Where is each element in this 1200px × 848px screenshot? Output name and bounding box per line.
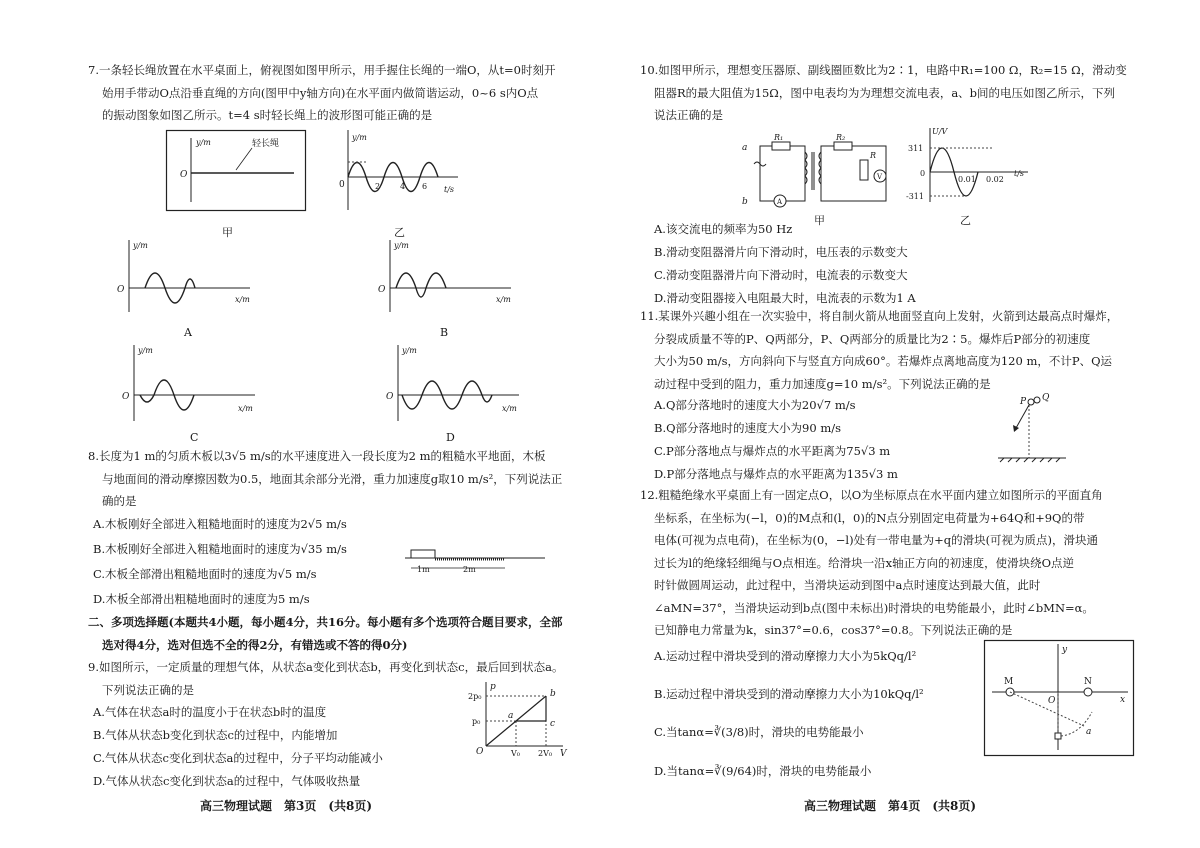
jia-y-label: y/m <box>196 138 211 147</box>
q10-option-d[interactable]: D.滑动变阻器接入电阻最大时，电流表的示数为1 A <box>654 291 916 305</box>
figure-7-yi-caption: 乙 <box>394 226 405 239</box>
svg-text:311: 311 <box>908 144 924 153</box>
q8-option-d[interactable]: D.木板全部滑出粗糙地面时的速度为5 m/s <box>93 592 310 606</box>
svg-text:O: O <box>386 392 394 402</box>
q10-option-c[interactable]: C.滑动变阻器滑片向下滑动时，电流表的示数变大 <box>654 268 908 282</box>
question-7-stem: 7.一条轻长绳放置在水平桌面上，俯视图如图甲所示，用手握住长绳的一端O，从t=0时刻开 始用手带动O点沿垂直绳的方向(图甲中y轴方向)在水平面内做简谐运动，0~6 s内O点 的振动图象如图乙所示。t=4 s时轻长绳上的波形图可能正确的是 <box>88 63 556 122</box>
svg-text:O: O <box>1048 696 1056 706</box>
svg-text:U/V: U/V <box>932 127 948 136</box>
svg-text:y: y <box>1062 645 1068 655</box>
jia-rope-label: 轻长绳 <box>252 139 280 149</box>
svg-text:0: 0 <box>920 169 926 178</box>
q9-option-a[interactable]: A.气体在状态a时的温度小于在状态b时的温度 <box>93 705 327 719</box>
yi-origin: 0 <box>339 180 345 190</box>
svg-text:M: M <box>1004 677 1014 687</box>
option-7c-graph <box>120 345 260 425</box>
svg-text:O: O <box>378 285 386 295</box>
q12-option-c[interactable]: C.当tanα=∛(3/8)时，滑块的电势能最小 <box>654 725 864 739</box>
svg-text:y/m: y/m <box>402 346 417 355</box>
svg-text:2p₀: 2p₀ <box>468 692 482 701</box>
svg-text:O: O <box>122 392 130 402</box>
q8-option-a[interactable]: A.木板刚好全部进入粗糙地面时的速度为2√5 m/s <box>93 517 347 531</box>
svg-text:0.01: 0.01 <box>958 175 976 184</box>
q8-option-b[interactable]: B.木板刚好全部进入粗糙地面时的速度为√35 m/s <box>93 542 347 556</box>
svg-text:R: R <box>870 151 877 160</box>
figure-10-wave <box>906 126 1030 206</box>
svg-text:b: b <box>550 689 556 699</box>
svg-text:V: V <box>560 749 567 759</box>
svg-text:t/s: t/s <box>1014 169 1025 178</box>
svg-text:p: p <box>490 682 496 692</box>
yi-y-label: y/m <box>352 133 367 142</box>
option-7a-graph <box>115 240 255 320</box>
svg-text:O: O <box>117 285 125 295</box>
figure-10-jia-caption: 甲 <box>814 214 825 227</box>
q11-option-d[interactable]: D.P部分落地点与爆炸点的水平距离为135√3 m <box>654 467 898 481</box>
svg-text:a: a <box>508 711 514 721</box>
q8-option-c[interactable]: C.木板全部滑出粗糙地面时的速度为√5 m/s <box>93 567 317 581</box>
svg-text:a: a <box>742 143 748 153</box>
svg-text:V: V <box>877 173 883 181</box>
question-9-stem: 9.如图所示，一定质量的理想气体，从状态a变化到状态b，再变化到状态c，最后回到状态a。 下列说法正确的是 <box>88 660 564 697</box>
q11-option-b[interactable]: B.Q部分落地时的速度大小为90 m/s <box>654 421 842 435</box>
q12-option-a[interactable]: A.运动过程中滑块受到的滑动摩擦力大小为5kQq/l² <box>654 649 917 663</box>
question-11-stem: 11.某课外兴趣小组在一次实验中，将自制火箭从地面竖直向上发射，火箭到达最高点时爆炸， 分裂成质量不等的P、Q两部分，P、Q两部分的质量比为2∶5。爆炸后P部分的初速度 大小为50 m/s，方向斜向下与竖直方向成60°。若爆炸点离地高度为120 m，不计P、Q运 动过程中受到的阻力，重力加速度g=10 m/s²。下列说法正确的是 <box>640 309 1119 391</box>
board-len-1m: 1m <box>417 565 430 574</box>
svg-text:x: x <box>1120 695 1126 705</box>
option-7b-graph <box>376 240 516 320</box>
yi-tick-2: 2 <box>375 182 381 191</box>
board-len-2m: 2m <box>463 565 476 574</box>
figure-7-yi <box>338 130 468 212</box>
q11-option-c[interactable]: C.P部分落地点与爆炸点的水平距离为75√3 m <box>654 444 891 458</box>
svg-text:x/m: x/m <box>496 295 511 304</box>
svg-text:c: c <box>550 719 556 729</box>
option-7b-caption: B <box>440 326 449 339</box>
option-7a-caption: A <box>184 326 192 339</box>
figure-12-coords <box>984 640 1134 756</box>
svg-text:N: N <box>1084 677 1092 687</box>
svg-text:P: P <box>1020 397 1027 407</box>
q10-option-b[interactable]: B.滑动变阻器滑片向下滑动时，电压表的示数变大 <box>654 245 908 259</box>
q12-option-d[interactable]: D.当tanα=∛(9/64)时，滑块的电势能最小 <box>654 764 872 778</box>
svg-text:y/m: y/m <box>138 346 153 355</box>
svg-text:A: A <box>777 198 783 206</box>
q9-option-b[interactable]: B.气体从状态b变化到状态c的过程中，内能增加 <box>93 728 338 742</box>
option-7d-caption: D <box>446 431 455 444</box>
svg-text:y/m: y/m <box>133 241 148 250</box>
svg-text:2V₀: 2V₀ <box>538 749 553 758</box>
option-7c-caption: C <box>190 431 199 444</box>
q9-option-c[interactable]: C.气体从状态c变化到状态a的过程中，分子平均动能减小 <box>93 751 383 765</box>
q10-option-a[interactable]: A.该交流电的频率为50 Hz <box>654 222 793 236</box>
q9-option-d[interactable]: D.气体从状态c变化到状态a的过程中，气体吸收热量 <box>93 774 361 788</box>
svg-text:a: a <box>1086 727 1092 737</box>
figure-7-jia-caption: 甲 <box>222 226 233 239</box>
figure-9-pv <box>468 680 568 760</box>
svg-text:x/m: x/m <box>235 295 250 304</box>
right-page <box>600 0 1200 848</box>
right-page-footer: 高三物理试题 第4页 (共8页) <box>804 799 977 813</box>
yi-t-label: t/s <box>444 185 455 194</box>
figure-7-jia <box>166 130 306 212</box>
option-7d-graph <box>384 345 524 425</box>
section-2-heading: 二、多项选择题(本题共4小题，每小题4分，共16分。每小题有多个选项符合题目要求，全部 选对得4分，选对但选不全的得2分，有错选或不答的得0分) <box>88 615 563 652</box>
figure-8-board <box>405 548 545 576</box>
left-page-footer: 高三物理试题 第3页 (共8页) <box>200 799 373 813</box>
svg-text:0.02: 0.02 <box>986 175 1004 184</box>
jia-origin: O <box>180 170 188 180</box>
svg-text:y/m: y/m <box>394 241 409 250</box>
question-10-stem: 10.如图甲所示，理想变压器原、副线圈匝数比为2∶1，电路中R₁=100 Ω，R₂=15 Ω，滑动变 阻器R的最大阻值为15Ω，图中电表均为为理想交流电表，a、b间的电压如图乙所示，下列 说法正确的是 <box>640 63 1127 122</box>
question-12-stem: 12.粗糙绝缘水平桌面上有一固定点O，以O为坐标原点在水平面内建立如图所示的平面直角 坐标系，在坐标为(−l，0)的M点和(l，0)的N点分别固定电荷量为+64Q和+9Q的带 电体(可视为点电荷)，在坐标为(0，−l)处有一带电量为+q的滑块(可视为质点)，滑块通 过长为l的绝缘轻细绳与O点相连。给滑块一沿x轴正方向的初速度，使滑块绕O点逆 时针做圆周运动，此过程中，当滑块运动到图中a点时速度达到最大值，此时 ∠aMN=37°，当滑块运动到b点(图中未标出)时滑块的电势能最小，此时∠bMN=α。 已知静电力常量为k，sin37°=0.6，cos37°=0.8。下列说法正确的是 <box>640 488 1103 637</box>
svg-text:x/m: x/m <box>502 404 517 413</box>
figure-11-explosion <box>996 392 1072 464</box>
q12-option-b[interactable]: B.运动过程中滑块受到的滑动摩擦力大小为10kQq/l² <box>654 687 924 701</box>
svg-text:Q: Q <box>1042 393 1050 403</box>
q11-option-a[interactable]: A.Q部分落地时的速度大小为20√7 m/s <box>654 398 856 412</box>
svg-text:R₂: R₂ <box>836 133 846 142</box>
question-8-stem: 8.长度为1 m的匀质木板以3√5 m/s的水平速度进入一段长度为2 m的粗糙水平地面，木板 与地面间的滑动摩擦因数为0.5，地面其余部分光滑，重力加速度g取10 m/s²，下列说法正 确的是 <box>88 449 563 508</box>
figure-10-yi-caption: 乙 <box>960 214 971 227</box>
svg-text:-311: -311 <box>906 192 924 201</box>
svg-text:p₀: p₀ <box>472 717 481 726</box>
svg-text:O: O <box>476 747 484 757</box>
svg-text:V₀: V₀ <box>511 749 520 758</box>
svg-text:x/m: x/m <box>238 404 253 413</box>
yi-tick-4: 4 <box>400 182 406 191</box>
svg-text:R₁: R₁ <box>774 133 784 142</box>
svg-text:b: b <box>742 197 748 207</box>
yi-tick-6: 6 <box>422 182 428 191</box>
figure-10-circuit <box>742 133 892 208</box>
